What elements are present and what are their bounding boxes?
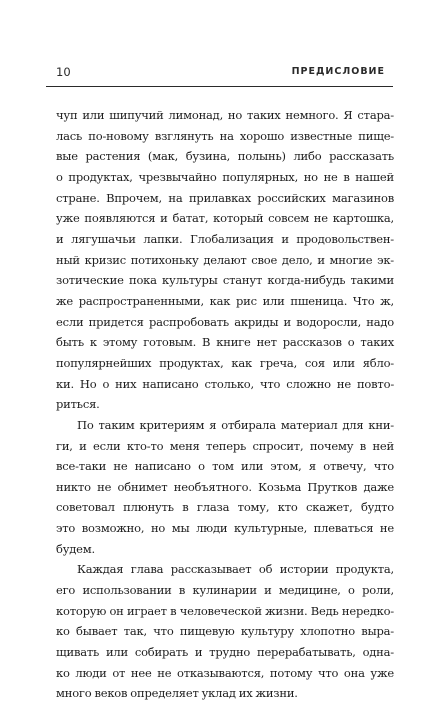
text-line: о продуктах, чрезвычайно популярных, но не в нашей bbox=[56, 169, 394, 184]
text-line: По таким критериям я отбирала материал для кни- bbox=[77, 417, 394, 432]
page-header bbox=[46, 56, 393, 87]
text-line: которую он играет в человеческой жизни. Ведь нередко- bbox=[56, 603, 394, 618]
text-line: ко люди от нее не отказываются, потому что она уже bbox=[56, 665, 394, 680]
text-line: много веков определяет уклад их жизни. bbox=[56, 686, 298, 701]
paragraph bbox=[56, 415, 394, 560]
paragraph bbox=[56, 105, 394, 415]
text-line: будем. bbox=[56, 541, 95, 556]
page-number: 10 bbox=[56, 65, 71, 79]
text-line: риться. bbox=[56, 397, 100, 412]
text-line: и лягушачьи лапки. Глобализация и продовольствен- bbox=[56, 231, 394, 246]
text-line: ко бывает так, что пищевую культуру хлопотно выра- bbox=[56, 624, 394, 639]
text-line: Каждая глава рассказывает об истории продукта, bbox=[77, 562, 394, 577]
text-line: быть к этому готовым. В книге нет рассказов о таких bbox=[56, 335, 394, 350]
paragraph bbox=[56, 559, 394, 704]
text-line: чуп или шипучий лимонад, но таких немного. Я стара- bbox=[56, 108, 394, 122]
text-line: щивать или собирать и трудно перерабатывать, одна- bbox=[56, 645, 394, 660]
text-line: же распространенными, как рис или пшеница. Что ж, bbox=[56, 293, 394, 308]
text-line: ги, и если кто-то меня теперь спросит, почему в ней bbox=[56, 438, 394, 453]
text-line: зотические пока культуры станут когда-нибудь такими bbox=[56, 273, 394, 288]
text-line: советовал плюнуть в глаза тому, кто скажет, будто bbox=[56, 500, 394, 515]
running-title: ПРЕДИСЛОВИЕ bbox=[291, 66, 385, 77]
text-line: лась по-новому взглянуть на хорошо известные пище- bbox=[56, 128, 394, 143]
text-line: его использовании в кулинарии и медицине, о роли, bbox=[56, 583, 394, 598]
text-line: это возможно, но мы люди культурные, плеваться не bbox=[56, 521, 394, 536]
body-text bbox=[56, 105, 394, 704]
text-line: вые растения (мак, бузина, полынь) либо рассказать bbox=[56, 149, 394, 164]
text-line: если придется распробовать акриды и водоросли, надо bbox=[56, 314, 394, 329]
text-line: стране. Впрочем, на прилавках российских магазинов bbox=[56, 190, 394, 205]
text-line: ный кризис потихоньку делают свое дело, и многие эк- bbox=[56, 252, 394, 267]
text-line: никто не обнимет необъятного. Козьма Прутков даже bbox=[56, 479, 394, 494]
text-line: ки. Но о них написано столько, что сложно не повто- bbox=[56, 376, 394, 391]
text-line: все-таки не написано о том или этом, я отвечу, что bbox=[56, 459, 394, 474]
text-line: уже появляются и батат, который совсем не картошка, bbox=[56, 211, 394, 226]
text-line: популярнейших продуктах, как греча, соя или ябло- bbox=[56, 355, 394, 370]
